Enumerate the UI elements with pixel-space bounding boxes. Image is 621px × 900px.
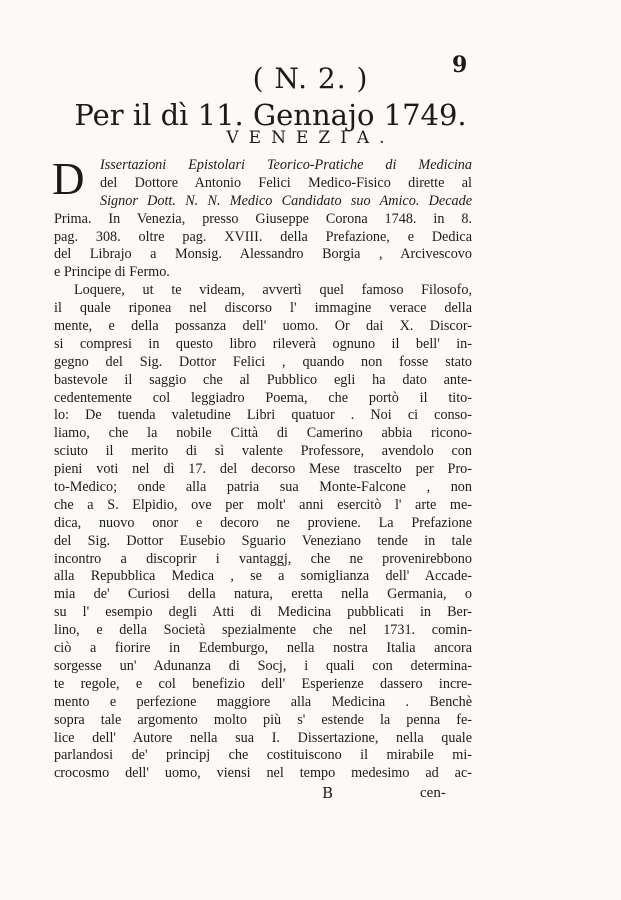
text-line: del Dottore Antonio Felici Medico-Fisico dirette al [100, 174, 472, 191]
text-line: bastevole il saggio che al Pubblico egli ha dato ante- [54, 371, 472, 388]
text-line: pieni voti nel dì 17. del decorso Mese trascelto per Pro- [54, 461, 472, 478]
text-line: lice dell' Autore nella sua I. Dissertazione, nella quale [54, 729, 472, 746]
text-line: te regole, e col benefizio dell' Esperienze dassero incre- [54, 675, 472, 692]
issue-date-heading: Per il dì 11. Gennajo 1749. [74, 98, 467, 132]
page-number: 9 [452, 52, 468, 78]
text-line: Issertazioni Epistolari Teorico-Pratiche di Medicina [100, 157, 472, 173]
issue-number: ( N. 2. ) [252, 62, 369, 95]
place-heading: VENEZIA. [226, 128, 395, 148]
text-line: ciò a fiorire in Edemburgo, nella nostra Italia ancora [54, 640, 472, 657]
text-line: sopra tale argomento molto più s' estende la penna fe- [54, 711, 472, 728]
text-line: su l' esempio degli Atti di Medicina pubblicati in Ber- [54, 604, 472, 621]
text-line: dica, nuovo onor e decoro ne proviene. La Prefazione [54, 514, 472, 531]
text-line: che a S. Elpidio, ove per molt' anni esercitò l' arte me- [54, 496, 472, 513]
text-line: cedentemente col leggiadro Poema, che portò il tito- [54, 389, 472, 406]
text-line: lino, e della Società spezialmente che nel 1731. comin- [54, 622, 472, 639]
text-line: il quale riponea nel discorso l' immagine verace della [54, 300, 472, 317]
text-line: del Librajo a Monsig. Alessandro Borgia , Arcivescovo [54, 246, 472, 263]
text-line: mente, e della possanza dell' uomo. Or dai X. Discor- [54, 318, 472, 335]
catchword: cen- [420, 785, 446, 801]
text-line: Prima. In Venezia, presso Giuseppe Corona 1748. in 8. [54, 210, 472, 227]
text-line: pag. 308. oltre pag. XVIII. della Prefazione, e Dedica [54, 228, 472, 245]
text-line: incontro a discoprir i vantaggj, che ne provenirebbono [54, 550, 472, 567]
text-line: si compresi in questo libro rileverà ognuno il bell' in- [54, 335, 472, 352]
text-line: crocosmo dell' uomo, viensi nel tempo medesimo ad ac- [54, 765, 472, 782]
text-line: mento e perfezione maggiore alla Medicina . Benchè [54, 693, 472, 710]
text-line: parlandosi de' principj che costituiscono il mirabile mi- [54, 747, 472, 764]
text-line: alla Repubblica Medica , se a somiglianza dell' Accade- [54, 568, 472, 585]
signature-mark: B [322, 784, 334, 802]
drop-cap: D [52, 154, 85, 204]
text-line: Loquere, ut te videam, avvertì quel famoso Filosofo, [74, 282, 472, 299]
text-line: e Principe di Fermo. [54, 264, 170, 281]
text-line: sciuto il merito di sì valente Professore, avendolo con [54, 443, 472, 460]
text-line: sorgesse un' Adunanza di Socj, i quali con determina- [54, 657, 472, 674]
text-line: mia de' Curiosi della natura, eretta nella Germania, o [54, 586, 472, 603]
text-line: to-Medico; onde alla patria sua Monte-Falcone , non [54, 479, 472, 496]
text-line: Signor Dott. N. N. Medico Candidato suo Amico. Decade [100, 192, 472, 209]
article-body [52, 154, 472, 783]
text-line: gegno del Sig. Dottor Felici , quando non fosse stato [54, 353, 472, 370]
text-line: liamo, che la nobile Città di Camerino abbia ricono- [54, 425, 472, 442]
text-line: lo: De tuenda valetudine Libri quatuor . Noi ci conso- [54, 407, 472, 424]
text-line: del Sig. Dottor Eusebio Sguario Veneziano tende in tale [54, 532, 472, 549]
